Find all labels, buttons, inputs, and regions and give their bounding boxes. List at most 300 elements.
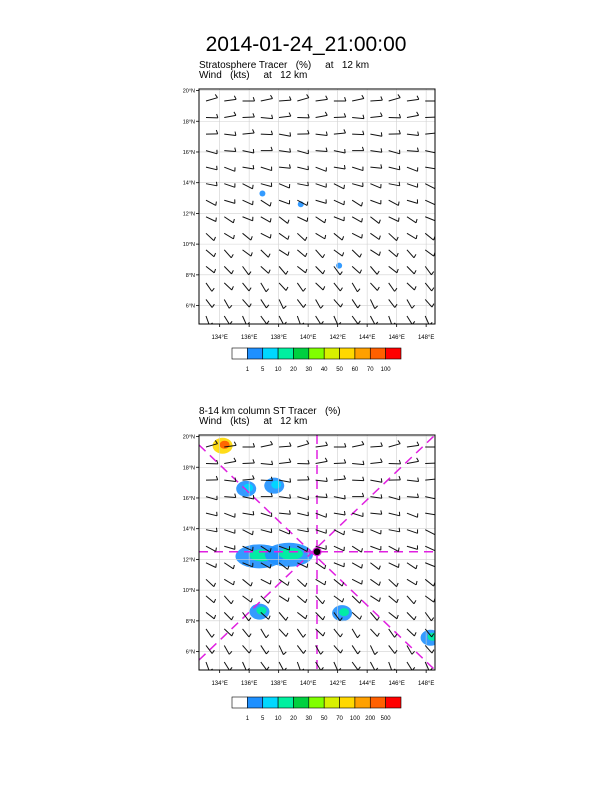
wind-barb (370, 579, 379, 585)
wind-barb (316, 217, 325, 223)
wind-barb-flag (379, 566, 380, 570)
wind-barb-flag (375, 306, 378, 309)
wind-barb-flag (253, 443, 254, 447)
wind-barb-flag (342, 252, 343, 256)
wind-barb-flag (214, 269, 215, 273)
wind-barb (407, 497, 419, 498)
colorbar-swatch (293, 697, 308, 708)
wind-barb-flag (360, 270, 362, 274)
x-tick-label: 138°E (270, 335, 287, 341)
wind-barb (279, 629, 286, 637)
wind-barb (352, 266, 360, 273)
y-tick-label: 18°N (182, 465, 195, 472)
wind-barb (206, 530, 217, 532)
wind-barb (352, 612, 360, 619)
wind-barb-flag (381, 96, 383, 100)
wind-barb (407, 99, 419, 101)
colorbar-label: 10 (274, 367, 282, 373)
wind-barb-flag (398, 440, 400, 443)
wind-barb-flag (436, 443, 437, 447)
wind-barb (352, 629, 357, 638)
x-tick-label: 146°E (388, 335, 405, 341)
wind-barb (352, 513, 363, 516)
wind-barb (261, 480, 273, 481)
wind-barb (334, 184, 344, 189)
wind-barb-flag (253, 475, 255, 479)
wind-barb (370, 446, 382, 447)
wind-barb (370, 513, 381, 514)
wind-barb (206, 596, 214, 603)
colorbar-swatch (340, 697, 355, 708)
wind-barb (316, 283, 324, 290)
wind-barb (370, 200, 380, 204)
y-tick-label: 10°N (182, 588, 195, 595)
wind-barb (389, 612, 397, 618)
wind-barb (334, 217, 344, 221)
wind-barb-flag (233, 565, 234, 569)
tracer-blob (336, 263, 342, 269)
wind-barb-flag (362, 218, 363, 222)
wind-barb-flag (235, 148, 236, 152)
wind-barb (316, 461, 328, 463)
wind-barb (261, 530, 272, 533)
wind-barb (407, 151, 419, 152)
wind-barb (206, 546, 216, 551)
colorbar-label: 5 (261, 716, 265, 722)
wind-barb (297, 167, 308, 170)
wind-barb-flag (266, 289, 269, 292)
wind-barb (334, 645, 341, 653)
x-tick-label: 148°E (417, 681, 435, 687)
wind-barb (243, 479, 255, 480)
wind-barb-flag (436, 511, 437, 515)
x-tick-label: 134°E (211, 681, 228, 687)
y-tick-label: 12°N (182, 211, 195, 218)
y-tick-label: 16°N (182, 149, 195, 156)
x-tick-label: 140°E (299, 335, 317, 341)
wind-barb-flag (381, 164, 382, 168)
wind-barb-flag (380, 113, 382, 117)
wind-barb-flag (344, 511, 345, 515)
wind-barb (407, 546, 418, 549)
wind-barb (261, 134, 273, 135)
wind-barb (334, 233, 342, 240)
wind-barb (425, 217, 435, 221)
wind-barb (206, 233, 214, 240)
wind-barb (224, 563, 233, 569)
wind-barb-flag (436, 459, 437, 463)
wind-barb (297, 98, 309, 101)
wind-barb-flag (232, 270, 234, 274)
wind-barb (389, 250, 397, 257)
wind-barb (261, 645, 267, 653)
colorbar-swatch (386, 348, 401, 359)
wind-barb (334, 167, 345, 169)
wind-barb (224, 530, 235, 534)
wind-barb (224, 645, 229, 654)
wind-barb (297, 299, 303, 307)
tracer-blob-core (279, 548, 303, 560)
wind-barb (243, 167, 254, 169)
wind-barb (243, 233, 251, 240)
wind-barb-flag (253, 531, 254, 535)
wind-barb (261, 316, 267, 324)
colorbar-swatch (263, 348, 278, 359)
wind-barb-flag (344, 185, 345, 189)
wind-barb (206, 563, 216, 568)
wind-barb-flag (233, 235, 234, 239)
wind-barb-flag (288, 582, 289, 586)
colorbar-swatch (263, 697, 278, 708)
wind-barb-flag (305, 599, 306, 603)
wind-barb (407, 250, 414, 258)
wind-barb-flag (286, 617, 288, 620)
wind-barb (352, 283, 357, 292)
tracer-blob-core (220, 441, 230, 449)
wind-barb-flag (289, 442, 291, 446)
wind-barb (224, 480, 236, 481)
wind-barb (316, 167, 327, 171)
wind-barb (243, 596, 252, 602)
wind-barb (243, 579, 251, 586)
wind-barb (389, 629, 395, 637)
wind-barb-flag (212, 288, 214, 291)
wind-barb (297, 513, 308, 516)
y-tick-label: 8°N (185, 272, 195, 279)
wind-barb-flag (269, 616, 271, 620)
colorbar-label: 1 (245, 367, 250, 373)
panel2-title-line2: Wind (kts) at 12 km (199, 416, 308, 427)
wind-barb-flag (416, 219, 417, 223)
wind-barb (316, 151, 328, 152)
wind-barb-flag (377, 271, 379, 274)
wind-barb-flag (360, 616, 362, 620)
wind-barb (407, 445, 419, 447)
wind-barb (224, 134, 236, 135)
wind-barb (224, 233, 233, 239)
wind-barb-flag (340, 288, 342, 291)
wind-barb-flag (432, 288, 434, 291)
wind-barb (261, 217, 270, 222)
colorbar-swatch (293, 348, 308, 359)
y-tick-label: 6°N (185, 649, 195, 656)
wind-barb (370, 299, 374, 308)
wind-barb (206, 217, 216, 222)
wind-barb-flag (270, 234, 271, 238)
wind-barb (297, 629, 303, 637)
wind-barb-flag (270, 202, 271, 206)
wind-barb-flag (283, 306, 286, 309)
wind-barb-flag (283, 652, 286, 655)
wind-barb (352, 530, 363, 533)
colorbar-swatch (309, 348, 324, 359)
wind-barb-flag (417, 96, 419, 100)
x-tick-label: 136°E (240, 681, 258, 687)
wind-barb (224, 546, 235, 549)
wind-barb-flag (399, 130, 400, 134)
wind-barb-flag (305, 583, 307, 587)
wind-barb-flag (362, 202, 363, 206)
x-tick-label: 146°E (388, 681, 405, 687)
y-tick-label: 12°N (182, 557, 195, 564)
wind-barb (407, 200, 418, 203)
wind-barb-flag (379, 252, 380, 256)
wind-barb (352, 217, 361, 222)
wind-barb (206, 250, 214, 257)
wind-barb (224, 596, 231, 604)
wind-barb-flag (323, 632, 325, 636)
wind-barb (261, 99, 273, 101)
wind-barb-flag (253, 185, 254, 189)
wind-barb (370, 462, 382, 463)
wind-barb (370, 629, 377, 637)
wind-barb-flag (381, 478, 382, 482)
wind-barb (316, 134, 328, 135)
wind-barb (279, 134, 290, 136)
wind-barb (407, 662, 412, 670)
wind-barb (352, 316, 358, 324)
wind-barb (407, 612, 414, 620)
y-tick-label: 10°N (182, 242, 195, 249)
wind-barb (279, 233, 288, 239)
wind-barb (243, 629, 249, 637)
wind-barb (297, 250, 305, 257)
wind-barb-flag (398, 202, 399, 206)
wind-barb-flag (379, 598, 380, 602)
wind-barb (243, 283, 249, 291)
wind-barb-flag (216, 476, 217, 480)
wind-barb-flag (215, 94, 217, 97)
wind-barb (352, 299, 358, 307)
wind-barb (261, 283, 266, 292)
panel1-map (183, 89, 438, 373)
wind-barb (334, 133, 346, 134)
wind-barb-flag (362, 548, 363, 552)
wind-barb-flag (362, 147, 363, 151)
wind-barb (407, 299, 412, 308)
wind-barb-flag (416, 235, 417, 239)
wind-barb (206, 612, 214, 618)
wind-barb-flag (288, 220, 289, 224)
wind-barb (316, 316, 321, 324)
wind-barb-flag (286, 287, 288, 291)
wind-barb (224, 283, 232, 290)
wind-barb-flag (290, 478, 291, 482)
wind-barb (279, 100, 291, 101)
wind-barb-flag (399, 528, 400, 532)
wind-barb-flag (325, 581, 326, 585)
wind-barb-flag (344, 165, 345, 169)
wind-barb-flag (344, 531, 345, 535)
wind-barb-flag (325, 112, 327, 115)
wind-barb (243, 117, 255, 118)
wind-barb-flag (289, 510, 290, 514)
wind-barb-flag (397, 253, 398, 257)
center-marker (313, 548, 321, 556)
wind-barb-flag (431, 272, 433, 275)
wind-barb-flag (436, 165, 437, 169)
wind-barb-flag (323, 270, 325, 274)
wind-barb (279, 299, 283, 308)
wind-barb-flag (253, 165, 254, 169)
wind-barb (224, 579, 233, 585)
wind-barb (407, 513, 418, 517)
wind-barb (352, 596, 360, 603)
wind-barb-flag (325, 458, 327, 461)
wind-barb-flag (306, 269, 307, 273)
wind-barb (206, 645, 212, 653)
wind-barb (261, 629, 266, 638)
colorbar-label: 30 (305, 716, 313, 722)
wind-barb-flag (253, 113, 254, 117)
wind-barb (316, 445, 328, 447)
wind-barb-flag (379, 220, 380, 224)
colorbar-swatch (278, 348, 293, 359)
wind-barb (243, 184, 253, 189)
colorbar-label: 20 (290, 367, 297, 373)
wind-barb (352, 645, 358, 653)
wind-barb (261, 445, 273, 447)
wind-barb (206, 283, 212, 291)
wind-barb (243, 530, 253, 535)
wind-barb (370, 184, 380, 188)
wind-barb (297, 233, 305, 240)
wind-barb-flag (216, 202, 217, 206)
x-tick-label: 134°E (211, 335, 228, 341)
wind-barb (279, 462, 291, 463)
wind-barb (243, 266, 249, 274)
wind-barb (407, 530, 418, 534)
wind-barb (334, 200, 344, 205)
wind-barb-flag (214, 599, 215, 603)
wind-barb (206, 98, 218, 101)
wind-barb (297, 596, 305, 603)
colorbar-swatch (324, 697, 339, 708)
wind-barb (407, 480, 419, 481)
wind-barb (389, 98, 401, 101)
colorbar-swatch (232, 348, 247, 359)
wind-barb (243, 217, 253, 221)
wind-barb-flag (288, 598, 289, 602)
wind-barb (407, 167, 418, 171)
wind-barb (279, 250, 288, 256)
wind-barb-flag (344, 459, 345, 463)
wind-barb-flag (231, 254, 233, 257)
wind-barb-flag (379, 582, 380, 586)
wind-barb (279, 596, 288, 602)
wind-barb-flag (272, 115, 273, 119)
wind-barb (297, 217, 307, 222)
wind-barb (407, 461, 419, 463)
wind-barb-flag (363, 461, 364, 465)
wind-barb-flag (266, 635, 269, 638)
colorbar-swatch (340, 348, 355, 359)
wind-barb-flag (414, 616, 416, 620)
wind-barb-flag (253, 511, 254, 515)
wind-barb (334, 283, 340, 291)
wind-barb (352, 464, 364, 465)
wind-barb (297, 184, 308, 186)
wind-barb-flag (234, 112, 236, 115)
wind-barb-flag (232, 616, 234, 620)
wind-barb-flag (344, 475, 346, 479)
x-tick-label: 148°E (417, 335, 435, 341)
wind-barb-flag (307, 548, 308, 552)
wind-barb (370, 233, 379, 239)
colorbar-label: 50 (336, 367, 343, 373)
wind-barb (389, 167, 400, 170)
colorbar-swatch (370, 697, 385, 708)
wind-barb (243, 133, 255, 134)
wind-barb (352, 118, 364, 119)
colorbar-label: 20 (290, 716, 297, 722)
wind-barb (370, 217, 379, 224)
wind-barb-flag (266, 651, 268, 654)
y-tick-label: 20°N (182, 88, 195, 95)
wind-barb-flag (289, 164, 290, 168)
panel1-title-line1: Stratosphere Tracer (%) at 12 km (199, 60, 370, 71)
wind-barb (316, 250, 323, 258)
wind-barb (206, 579, 214, 586)
wind-barb-flag (231, 600, 233, 603)
wind-barb (297, 530, 308, 532)
wind-barb (261, 250, 269, 257)
wind-barb (316, 266, 323, 274)
wind-barb-flag (253, 97, 254, 101)
wind-barb (243, 463, 255, 464)
wind-barb-flag (381, 132, 382, 136)
wind-barb (334, 563, 344, 567)
wind-barb (352, 445, 364, 447)
wind-barb (224, 200, 235, 203)
wind-barb (224, 99, 236, 101)
wind-barb-flag (251, 236, 252, 240)
wind-barb-flag (358, 305, 360, 308)
wind-barb-flag (381, 510, 382, 514)
wind-barb-flag (270, 580, 271, 584)
wind-barb-flag (414, 600, 416, 603)
wind-barb (425, 596, 434, 602)
wind-barb (370, 250, 379, 256)
wind-barb-flag (251, 582, 252, 586)
wind-barb (279, 167, 290, 168)
wind-barb (297, 444, 309, 447)
wind-barb (279, 200, 289, 204)
wind-barb-flag (398, 94, 400, 97)
wind-barb (407, 233, 416, 239)
plot-area (199, 435, 441, 671)
colorbar-label: 100 (349, 716, 360, 722)
wind-barb-flag (216, 528, 217, 532)
colorbar-label: 70 (366, 367, 374, 373)
colorbar-label: 30 (305, 367, 313, 373)
wind-barb-flag (234, 458, 236, 461)
wind-barb-flag (289, 96, 291, 100)
wind-barb (407, 134, 419, 135)
wind-barb-flag (235, 494, 236, 498)
wind-barb (334, 479, 346, 480)
colorbar-label: 100 (380, 367, 391, 373)
wind-barb (425, 250, 434, 256)
wind-barb (224, 167, 235, 171)
wind-barb-flag (362, 441, 364, 444)
x-tick-label: 142°E (329, 335, 346, 341)
wind-barb (389, 233, 397, 240)
wind-barb (279, 184, 289, 188)
wind-barb (224, 217, 233, 223)
wind-barb-flag (362, 564, 363, 568)
panel1-title-line2: Wind (kts) at 12 km (199, 70, 308, 81)
